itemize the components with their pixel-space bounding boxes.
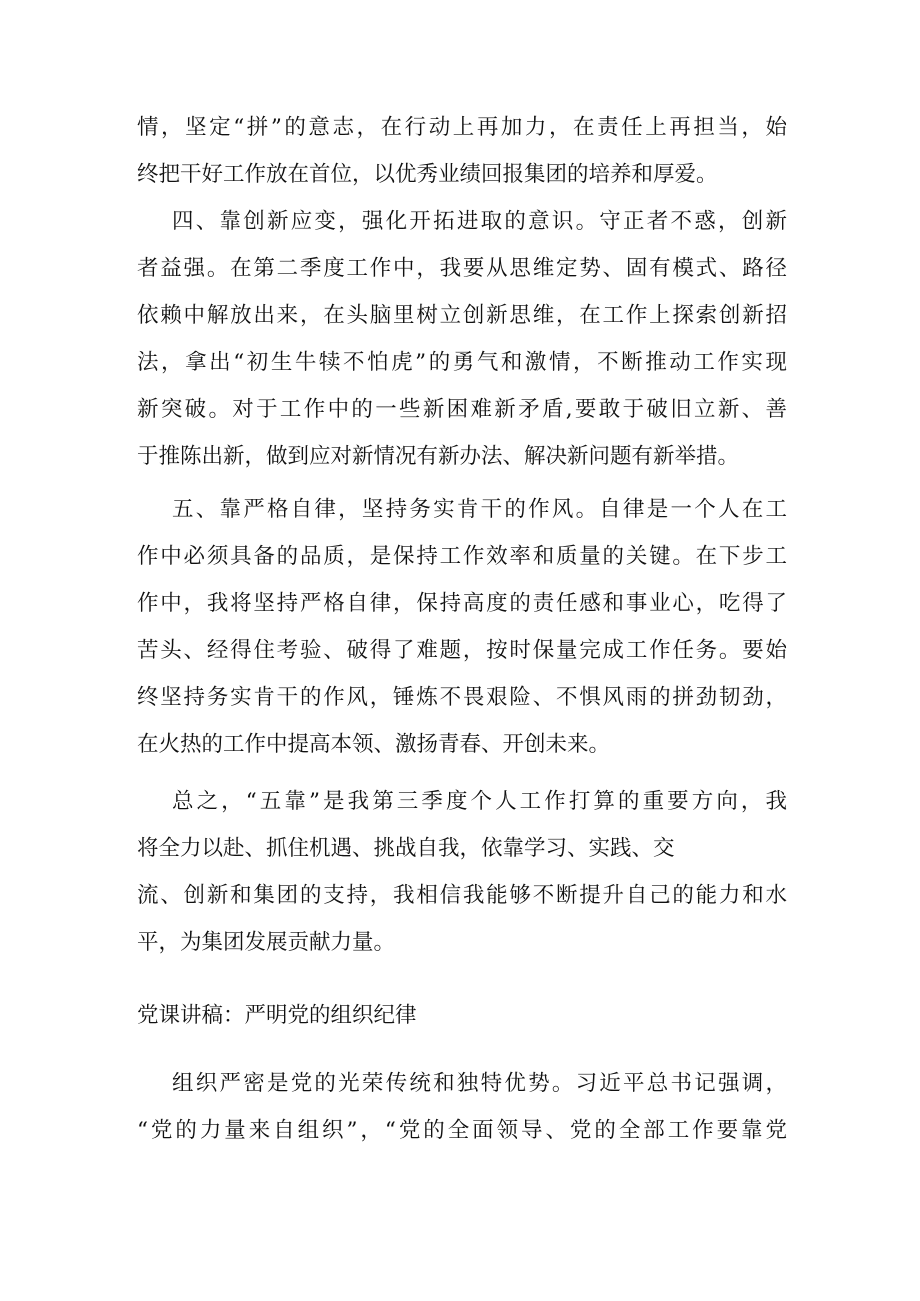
paragraph-3-line-4: 苦头、经得住考验、破得了难题，按时保量完成工作任务。要始	[137, 638, 787, 663]
paragraph-2-line-1: 四、靠创新应变，强化开拓进取的意识。守正者不惑，创新	[172, 209, 787, 234]
paragraph-2-line-2: 者益强。在第二季度工作中，我要从思维定势、固有模式、路径	[137, 256, 787, 281]
paragraph-3-line-6: 在火热的工作中提高本领、激扬青春、开创未来。	[137, 732, 611, 757]
paragraph-3-line-1: 五、靠严格自律，坚持务实肯干的作风。自律是一个人在工	[172, 497, 787, 522]
paragraph-3-line-3: 作中，我将坚持严格自律，保持高度的责任感和事业心，吃得了	[137, 591, 787, 616]
paragraph-4-line-4: 平，为集团发展贡献力量。	[137, 930, 396, 955]
paragraph-2-line-4: 法，拿出“初生牛犊不怕虎”的勇气和激情，不断推动工作实现	[137, 350, 787, 375]
closing-line-1: 组织严密是党的光荣传统和独特优势。习近平总书记强调，	[172, 1071, 787, 1096]
paragraph-2-line-6: 于推陈出新，做到应对新情况有新办法、解决新问题有新举措。	[137, 444, 740, 469]
paragraph-3-line-5: 终坚持务实肯干的作风，锤炼不畏艰险、不惧风雨的拼劲韧劲，	[137, 685, 787, 710]
paragraph-1-line-1: 情，坚定“拼”的意志，在行动上再加力，在责任上再担当，始	[137, 115, 787, 140]
paragraph-3-line-2: 作中必须具备的品质，是保持工作效率和质量的关键。在下步工	[137, 544, 787, 569]
paragraph-4-line-3: 流、创新和集团的支持，我相信我能够不断提升自己的能力和水	[137, 883, 787, 908]
closing-line-2: “党的力量来自组织”，“党的全面领导、党的全部工作要靠党	[137, 1118, 787, 1143]
paragraph-1-line-2: 终把干好工作放在首位，以优秀业绩回报集团的培养和厚爱。	[137, 162, 718, 187]
paragraph-2-line-5: 新突破。对于工作中的一些新困难新矛盾,要敢于破旧立新、善	[137, 397, 787, 422]
paragraph-4-line-2: 将全力以赴、抓住机遇、挑战自我，依靠学习、实践、交	[137, 836, 675, 861]
paragraph-2-line-3: 依赖中解放出来，在头脑里树立创新思维，在工作上探索创新招	[137, 303, 787, 328]
section-heading: 党课讲稿：严明党的组织纪律	[137, 1003, 417, 1028]
paragraph-4-line-1: 总之，“五靠”是我第三季度个人工作打算的重要方向，我	[172, 789, 787, 814]
